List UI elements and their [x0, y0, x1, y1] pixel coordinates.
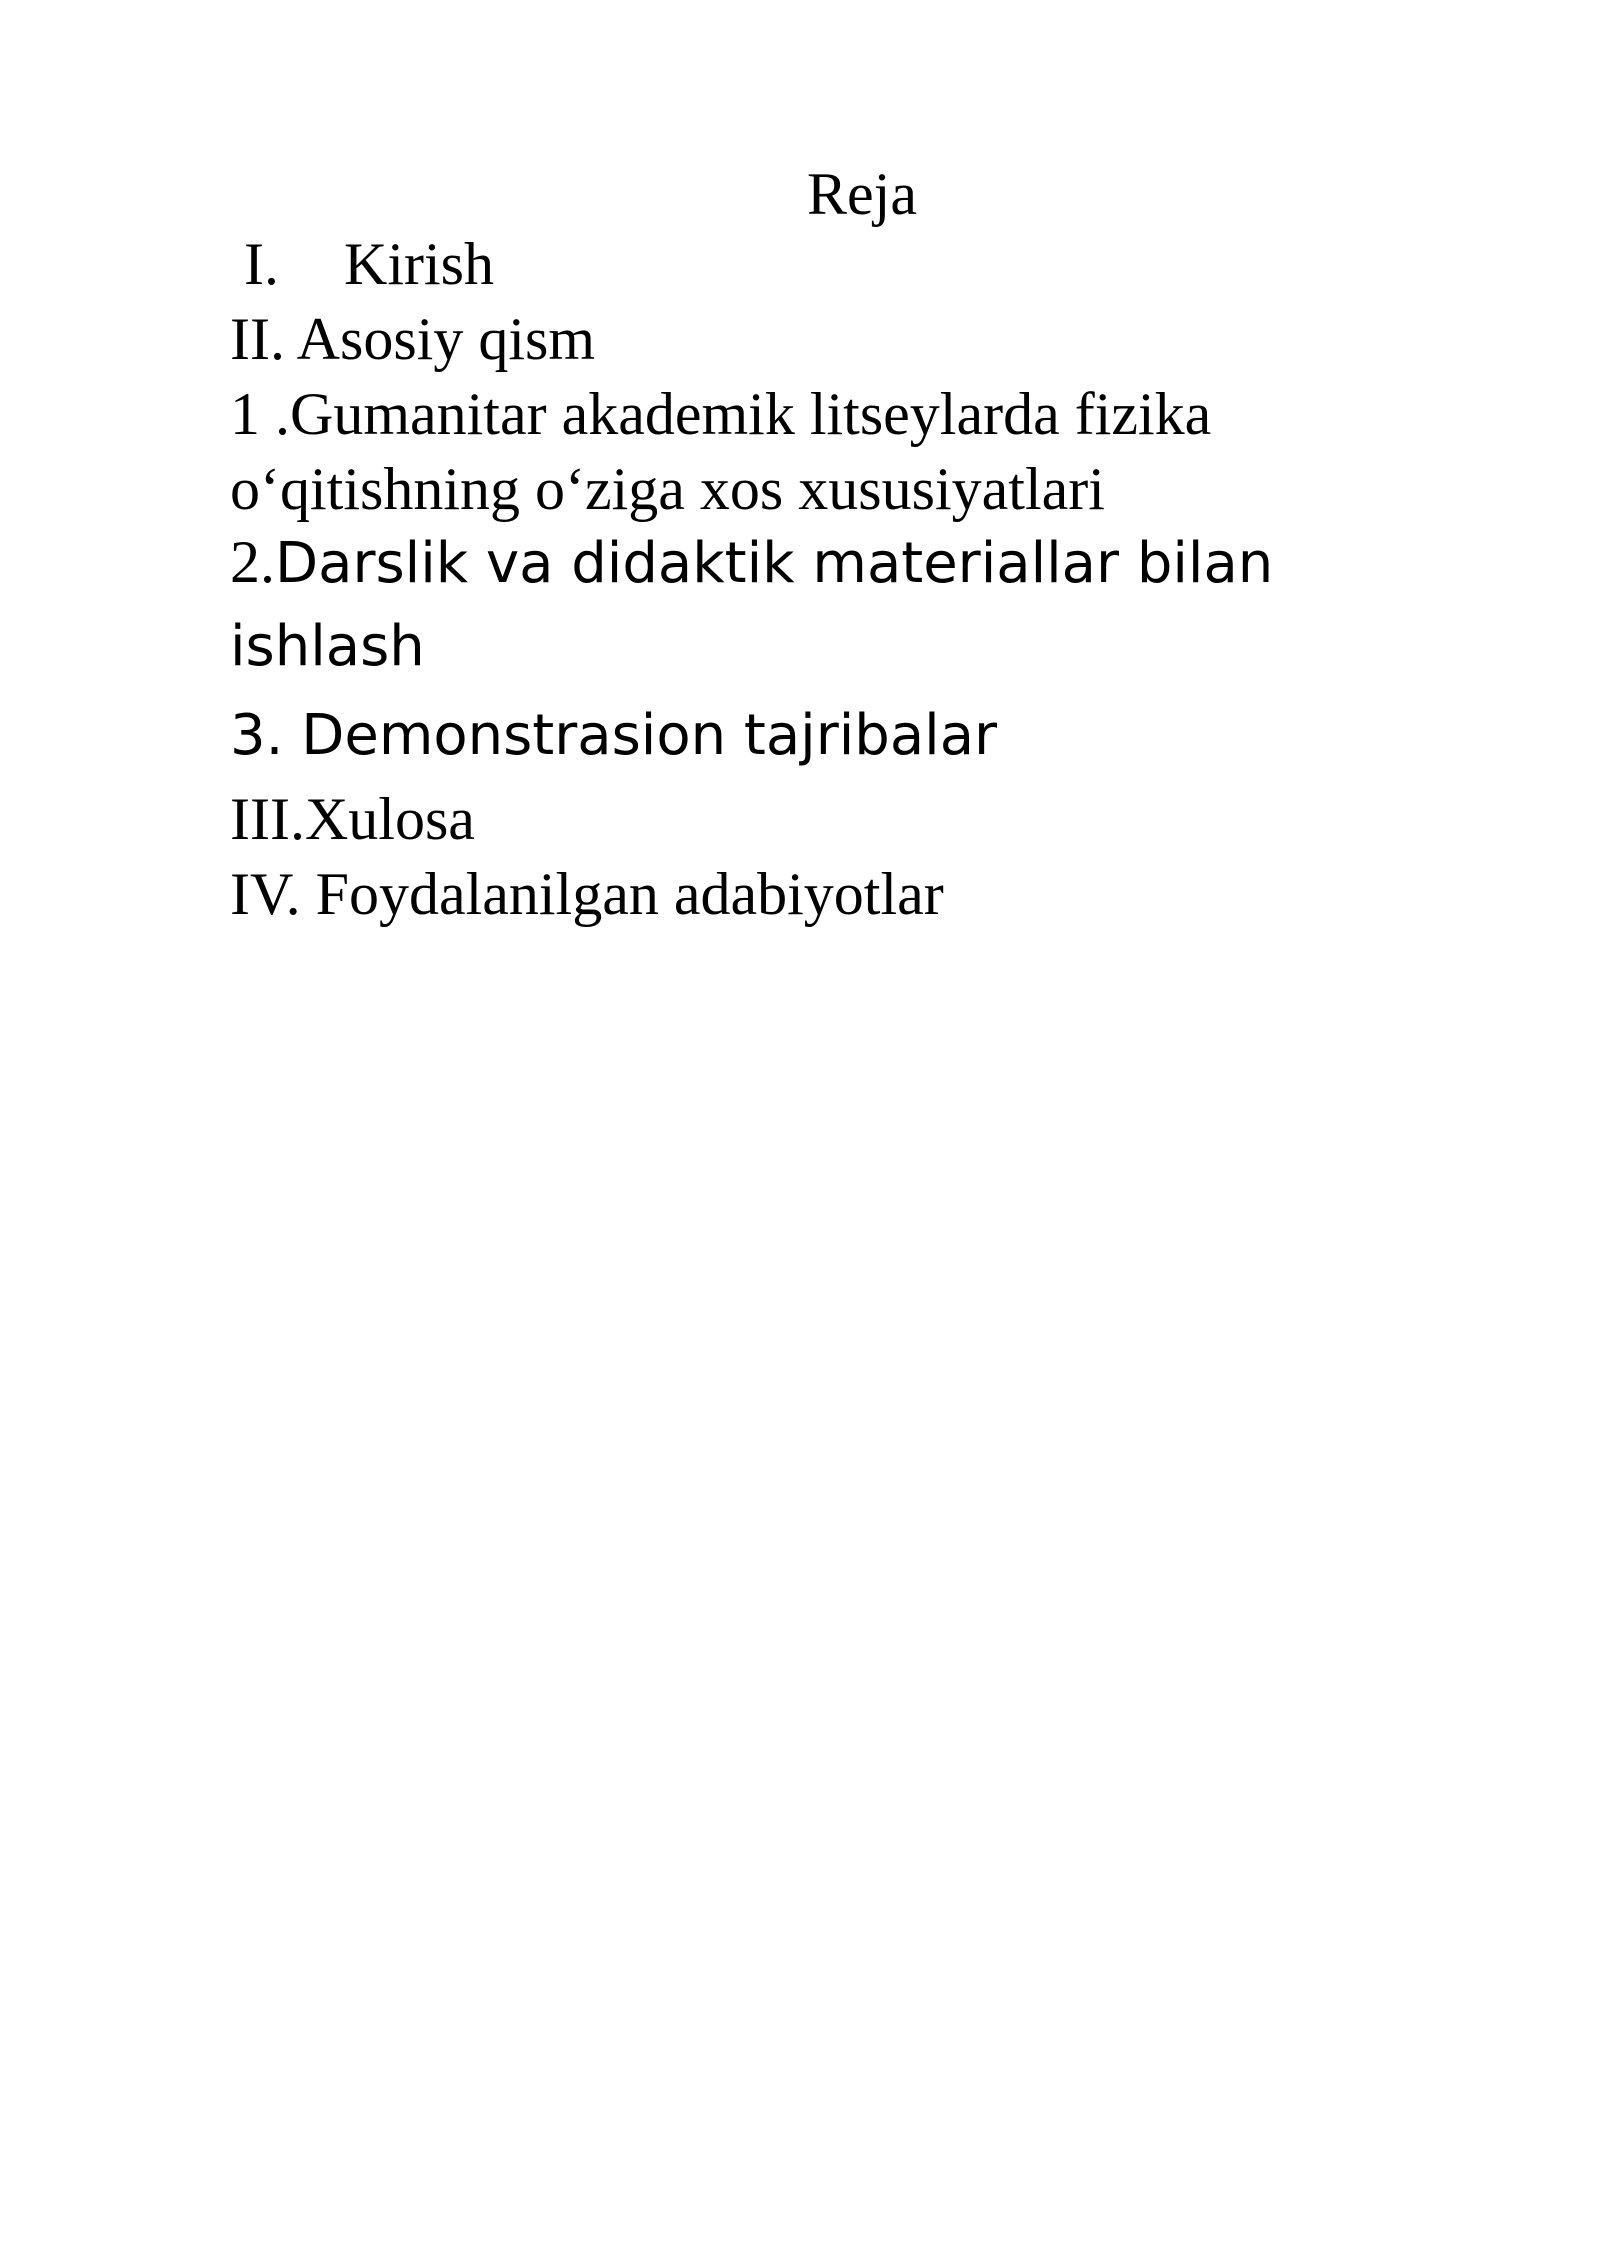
page-title: Reja: [807, 161, 917, 227]
item-number: I.: [244, 231, 279, 297]
plan-subitem-3: [230, 703, 997, 768]
plan-item-kirish: [230, 230, 494, 299]
plan-item-asosiy-qism: II. Asosiy qism: [230, 306, 596, 372]
item-number: 3.: [230, 703, 284, 768]
plan-subitem-1-line-1: 1 .Gumanitar akademik litseylarda fizika: [230, 381, 1212, 447]
plan-subitem-2-line-2: ishlash: [230, 614, 425, 679]
item-text: Demonstrasion tajribalar: [301, 703, 998, 768]
plan-item-xulosa: III.Xulosa: [230, 786, 475, 852]
item-number: 2.: [230, 529, 275, 595]
plan-item-adabiyotlar: IV. Foydalanilgan adabiyotlar: [230, 861, 944, 927]
plan-subitem-1-line-2: o‘qitishning o‘ziga xos xususiyatlari: [230, 456, 1105, 522]
plan-subitem-2-line-1: [230, 528, 1273, 597]
item-text: Darslik va didaktik materiallar bilan: [275, 531, 1274, 596]
item-text: Kirish: [344, 231, 494, 297]
